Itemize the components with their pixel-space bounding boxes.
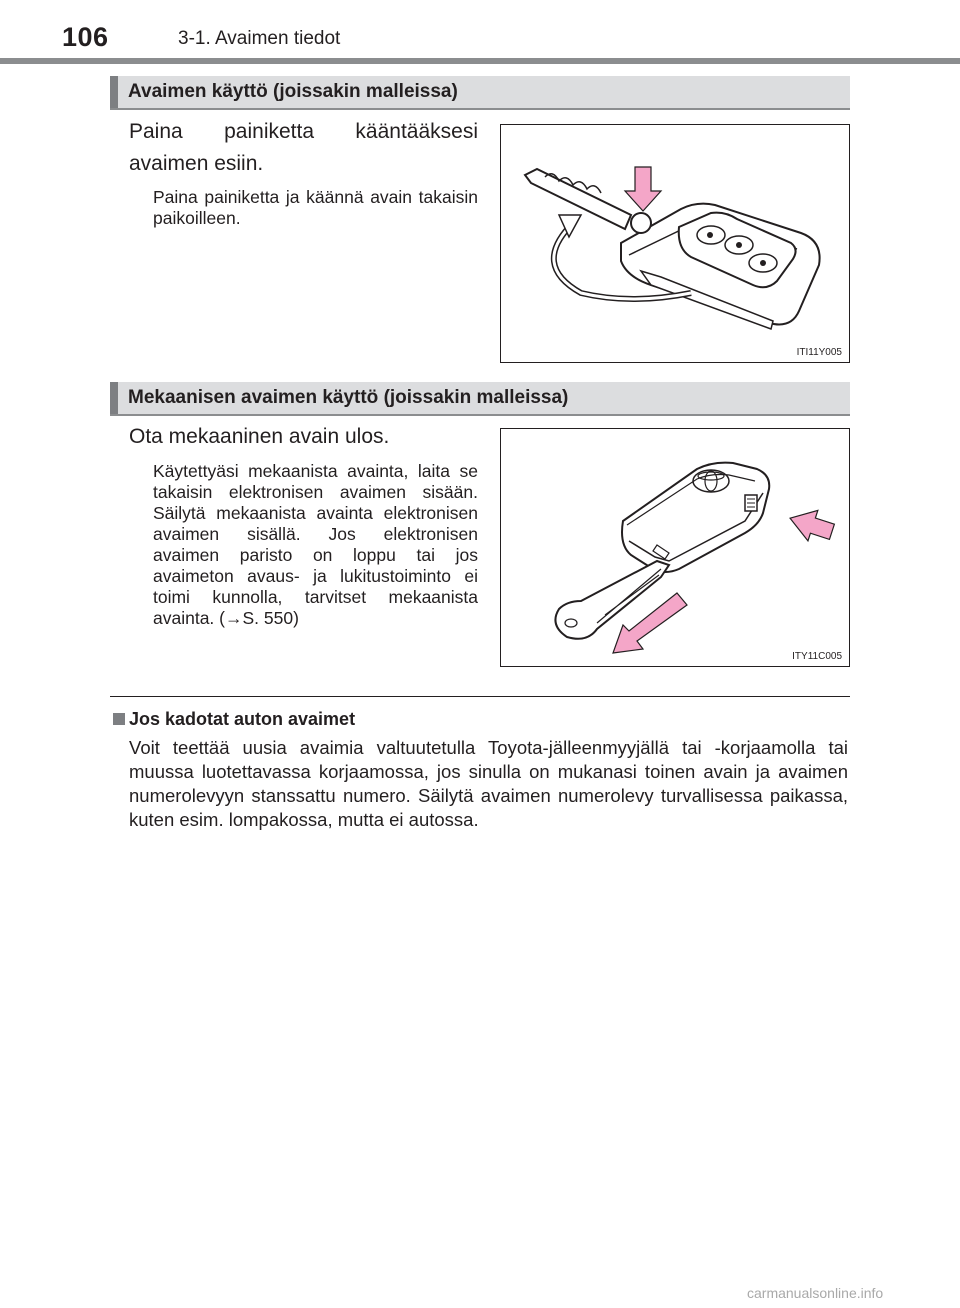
flip-key-illustration — [500, 124, 850, 363]
note-text: Käytettyäsi mekaanista avainta, laita se takaisin elektronisen avaimen sisään. Säilytä mekaanista avainta elektronisen avaimen sisällä. Jos elektronisen avaimen paristo on loppu tai jos avaimeton avaus- ja lukitustoiminto ei toimi kunnolla, tarvitset mekaanista avainta. (→S. 550) — [153, 461, 478, 628]
page-number: 106 — [62, 22, 109, 52]
instruction-text: Ota mekaaninen avain ulos. — [129, 425, 390, 448]
note-text: Paina painiketta ja käännä avain takaisin paikoilleen. — [153, 187, 478, 228]
slide-arrow-icon — [785, 503, 837, 547]
release-button — [631, 213, 651, 233]
figure-code: ITY11C005 — [792, 651, 842, 662]
section-accent — [110, 76, 118, 108]
instruction-text: Paina painiketta kääntääksesi avaimen esiin. — [129, 120, 478, 175]
section-divider — [110, 696, 850, 697]
info-heading — [113, 709, 355, 730]
section-title: Avaimen käyttö (joissakin malleissa) — [128, 81, 458, 102]
square-bullet-icon — [113, 713, 125, 725]
section-accent — [110, 382, 118, 414]
running-head: 3-1. Avaimen tiedot — [178, 28, 341, 49]
mechanical-key-illustration — [500, 428, 850, 667]
section-header-key-usage — [110, 76, 850, 110]
header-rule — [0, 58, 960, 64]
section-header-mechanical-key — [110, 382, 850, 416]
smart-key-drawing — [501, 429, 849, 666]
watermark: carmanualsonline.info — [747, 1285, 884, 1301]
press-arrow-icon — [625, 167, 661, 211]
info-paragraph: Voit teettää uusia avaimia valtuutetulla Toyota-jälleenmyyjällä tai -korjaamolla tai muussa luotettavassa korjaamossa, jos sinulla on mukanasi toinen avain ja avaimen numerolevyyn stanssattu numero. Säilytä avaimen numerolevy turvallisessa paikassa, kuten esim. lompakossa, mutta ei autossa. — [129, 737, 848, 830]
flip-key-drawing — [501, 125, 849, 362]
figure-code: ITI11Y005 — [796, 347, 842, 358]
section-title: Mekaanisen avaimen käyttö (joissakin malleissa) — [128, 387, 569, 408]
info-heading-text: Jos kadotat auton avaimet — [129, 709, 356, 729]
